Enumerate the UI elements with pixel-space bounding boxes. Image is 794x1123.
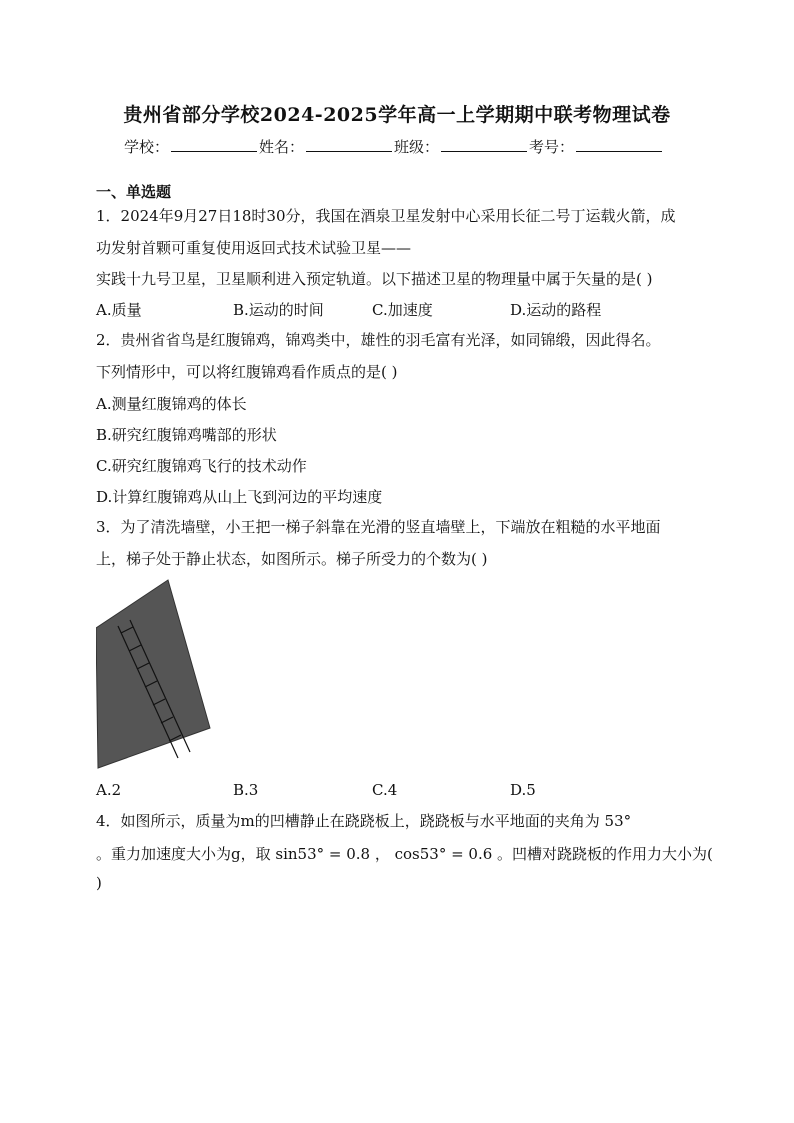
- class-blank: [441, 137, 527, 152]
- q1-line2: 功发射首颗可重复使用返回式技术试验卫星——: [96, 239, 412, 257]
- class-label: 班级：: [394, 138, 440, 156]
- q3-option-c: C.4: [372, 781, 398, 799]
- q3-option-d: D.5: [510, 781, 536, 799]
- q3-line1: 3．为了清洗墙壁，小王把一梯子斜靠在光滑的竖直墙壁上，下端放在粗糙的水平地面: [96, 518, 661, 536]
- q2-line1: 2．贵州省省鸟是红腹锦鸡，锦鸡类中，雄性的羽毛富有光泽，如同锦缎，因此得名。: [96, 331, 661, 349]
- q1-line1: 1．2024年9月27日18时30分，我国在酒泉卫星发射中心采用长征二号丁运载火箭，成: [96, 207, 676, 225]
- section-title: 一、单选题: [96, 183, 172, 201]
- q4-line3: ): [96, 874, 102, 892]
- school-label: 学校：: [124, 138, 170, 156]
- q1-option-d: D.运动的路程: [510, 301, 602, 319]
- ladder-wall-diagram: [96, 578, 216, 773]
- q3-option-a: A.2: [96, 781, 122, 799]
- q2-option-a: A.测量红腹锦鸡的体长: [96, 395, 247, 413]
- q3-line2: 上，梯子处于静止状态，如图所示。梯子所受力的个数为( ): [96, 550, 488, 568]
- name-label: 姓名：: [259, 138, 305, 156]
- q2-line2: 下列情形中，可以将红腹锦鸡看作质点的是( ): [96, 363, 398, 381]
- q2-option-b: B.研究红腹锦鸡嘴部的形状: [96, 426, 277, 444]
- q1-line3: 实践十九号卫星，卫星顺利进入预定轨道。以下描述卫星的物理量中属于矢量的是( ): [96, 270, 653, 288]
- wall-shape: [96, 580, 210, 768]
- page-title: 贵州省部分学校2024-2025学年高一上学期期中联考物理试卷: [123, 104, 671, 126]
- q1-option-a: A.质量: [96, 301, 142, 319]
- q1-option-b: B.运动的时间: [233, 301, 324, 319]
- q3-option-b: B.3: [233, 781, 259, 799]
- number-blank: [576, 137, 662, 152]
- student-info-line: [124, 136, 664, 157]
- q4-line2: 。重力加速度大小为g，取 sin53° = 0.8 ， cos53° = 0.6 。凹槽对跷跷板的作用力大小为(: [96, 845, 713, 863]
- q2-option-c: C.研究红腹锦鸡飞行的技术动作: [96, 457, 307, 475]
- q2-option-d: D.计算红腹锦鸡从山上飞到河边的平均速度: [96, 488, 383, 506]
- number-label: 考号：: [529, 138, 575, 156]
- ladder-wall-figure: [96, 578, 216, 777]
- school-blank: [171, 137, 257, 152]
- q4-line1: 4．如图所示，质量为m的凹槽静止在跷跷板上，跷跷板与水平地面的夹角为 53°: [96, 812, 632, 830]
- q1-option-c: C.加速度: [372, 301, 433, 319]
- name-blank: [306, 137, 392, 152]
